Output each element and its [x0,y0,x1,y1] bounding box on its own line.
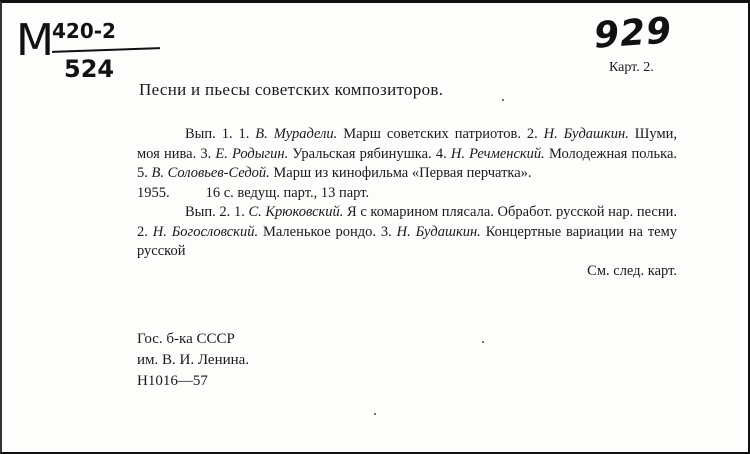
speck [374,413,376,415]
author: Н. Речменский. [450,145,545,162]
author: Н. Богословский. [152,223,259,240]
library-name: Гос. б-ка СССР [137,331,235,347]
work-text: Уральская рябинушка. 4. [288,145,451,162]
work-text: Концертные вариации на тему русской [137,223,678,259]
shelfmark-letter: М [16,15,54,66]
library-stamp [137,329,249,392]
card-number: Карт. 2. [609,60,654,75]
shelfmark-top: 420-2 [52,19,116,43]
library-name-line2: им. В. И. Ленина. [137,352,250,368]
author: С. Крюковский. [248,204,344,220]
author: Е. Родыгин. [215,145,289,162]
continued-note: См. след. карт. [587,262,677,279]
work-text: Марш из кинофильма «Первая перчатка». [269,165,532,181]
issue-2-entry [137,203,677,262]
work-text: Маленькое рондо. 3. [258,223,397,240]
speck [482,341,484,343]
card-code: Н1016—57 [137,373,208,389]
issue-1-entry [137,125,677,184]
shelfmark-fraction-line [52,47,160,53]
work-text: Я с комарином плясала. Обработ. русской нар. песни. 2. [137,204,677,240]
author: В. Соловьев-Седой. [151,165,270,181]
card-title: Песни и пьесы советских композиторов. [139,80,444,99]
issue-1-imprint [137,184,677,204]
work-text: Молодежная полька. 5. [137,145,677,181]
shelfmark-bottom: 524 [64,55,115,83]
work-text: Марш советских патриотов. 2. [337,126,544,142]
issue-1-extent: 16 с. ведущ. парт., 13 парт. [205,184,370,201]
card-body [137,125,677,281]
handwritten-number: 929 [592,10,674,57]
issue-1-year: 1955. [137,184,170,201]
issue-2-intro: Вып. 2. 1. [185,204,249,220]
issue-1-intro: Вып. 1. 1. [185,126,256,142]
work-text: Шуми, моя нива. 3. [137,126,678,162]
speck [502,99,504,101]
author: В. Мурадели. [255,126,338,142]
author: Н. Будашкин. [543,126,629,142]
author: Н. Будашкин. [396,223,481,240]
